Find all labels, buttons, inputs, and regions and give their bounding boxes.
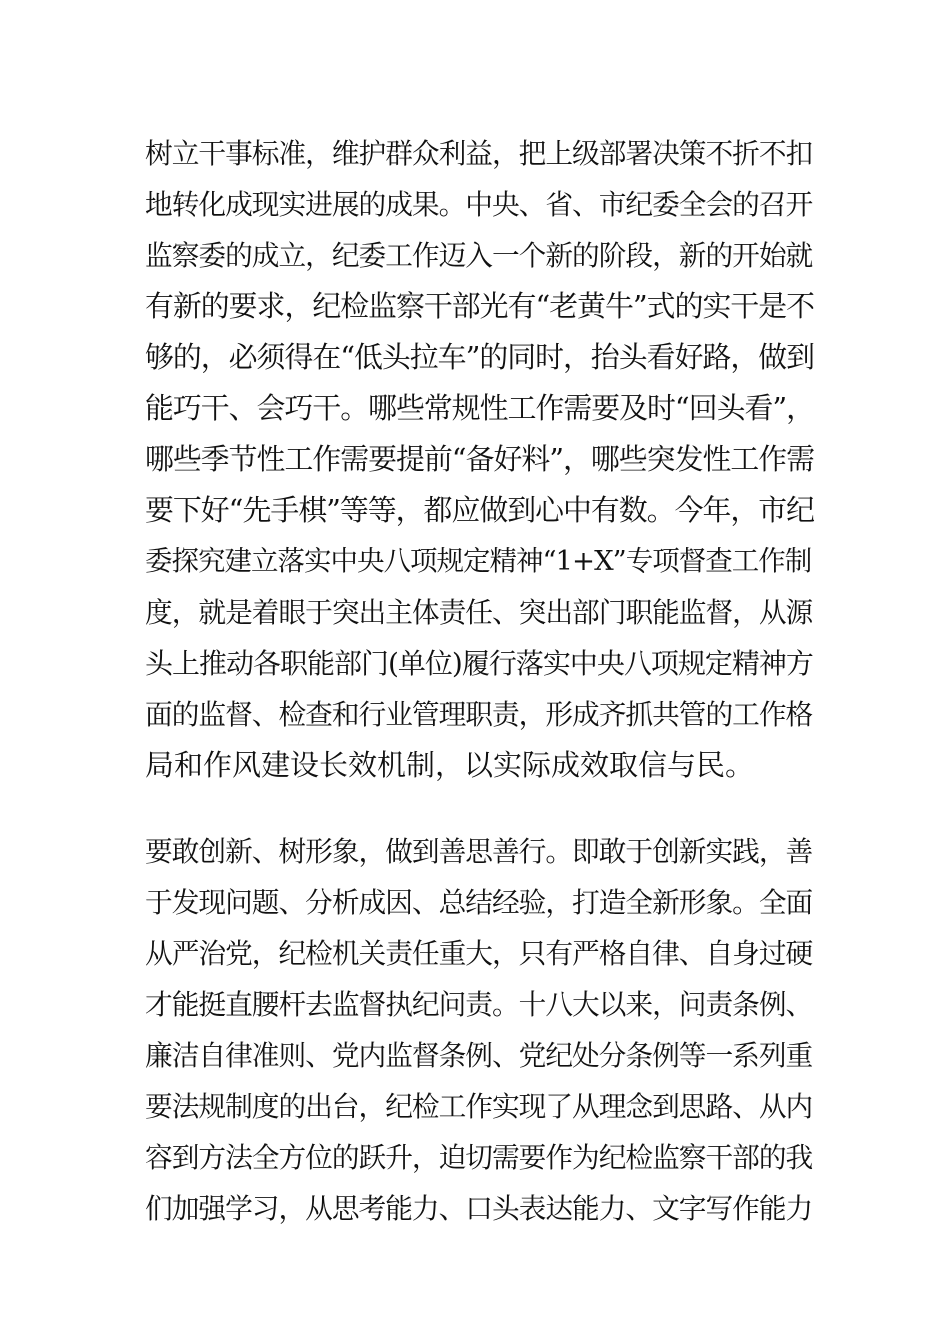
text-line: 才能挺直腰杆去监督执纪问责。十八大以来，问责条例、 xyxy=(145,988,813,1021)
text-line: 于发现问题、分析成因、总结经验，打造全新形象。全面 xyxy=(145,886,813,919)
text-line: 要法规制度的出台，纪检工作实现了从理念到思路、从内 xyxy=(145,1090,813,1123)
text-line: 容到方法全方位的跃升，迫切需要作为纪检监察干部的我 xyxy=(145,1141,813,1174)
text-line: 从严治党，纪检机关责任重大，只有严格自律、自身过硬 xyxy=(145,937,813,970)
text-line: 能巧干、会巧干。哪些常规性工作需要及时“回头看”， xyxy=(145,391,815,425)
text-line: 局和作风建设长效机制，以实际成效取信与民。 xyxy=(145,748,755,782)
text-line: 面的监督、检查和行业管理职责，形成齐抓共管的工作格 xyxy=(145,698,813,731)
text-line: 们加强学习，从思考能力、口头表达能力、文字写作能力 xyxy=(145,1192,813,1225)
text-line: 监察委的成立，纪委工作迈入一个新的阶段，新的开始就 xyxy=(145,239,813,272)
text-line: 头上推动各职能部门(单位)履行落实中央八项规定精神方 xyxy=(145,647,813,680)
text-line: 度，就是着眼于突出主体责任、突出部门职能监督，从源 xyxy=(145,596,813,629)
paragraph-1 xyxy=(145,128,815,791)
text-line: 委探究建立落实中央八项规定精神“1+X”专项督查工作制 xyxy=(145,545,812,577)
text-line: 要敢创新、树形象，做到善思善行。即敢于创新实践，善 xyxy=(145,835,813,868)
text-line: 哪些季节性工作需要提前“备好料”，哪些突发性工作需 xyxy=(145,442,815,476)
text-line: 够的，必须得在“低头拉车”的同时，抬头看好路，做到 xyxy=(145,340,815,374)
text-line: 廉洁自律准则、党内监督条例、党纪处分条例等一系列重 xyxy=(145,1039,813,1072)
text-line: 有新的要求，纪检监察干部光有“老黄牛”式的实干是不 xyxy=(145,289,815,323)
text-line: 树立干事标准，维护群众利益，把上级部署决策不折不扣 xyxy=(145,137,813,170)
text-line: 要下好“先手棋”等等，都应做到心中有数。今年，市纪 xyxy=(145,493,815,527)
paragraph-2 xyxy=(145,826,815,1234)
text-line: 地转化成现实进展的成果。中央、省、市纪委全会的召开 xyxy=(145,188,813,221)
